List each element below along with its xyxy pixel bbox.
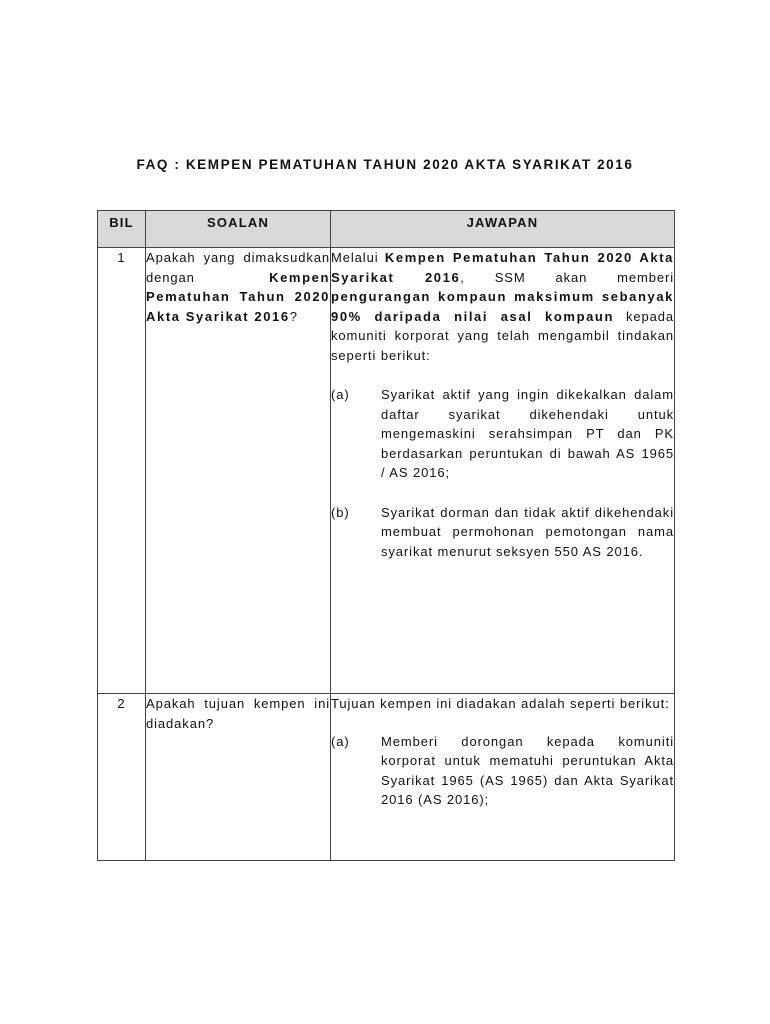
table-row	[98, 694, 675, 861]
list-item	[331, 732, 674, 810]
question-end: ?	[289, 308, 298, 324]
list-item	[331, 503, 674, 562]
list-item	[331, 385, 674, 483]
question-cell	[146, 248, 331, 694]
table-header-row	[98, 211, 675, 248]
question-cell	[146, 694, 331, 861]
item-text: Syarikat aktif yang ingin dikekalkan dalam daftar syarikat dikehendaki untuk mengemaskini serahsimpan PT dan PK berdasarkan peruntukan di bawah AS 1965 / AS 2016;	[381, 387, 674, 480]
header-soalan: SOALAN	[146, 211, 331, 248]
item-text: Memberi dorongan kepada komuniti korporat untuk mematuhi peruntukan Akta Syarikat 1965 (AS 1965) dan Akta Syarikat 2016 (AS 2016);	[381, 733, 674, 807]
answer-text: , SSM akan memberi	[460, 269, 674, 285]
question-text: Apakah tujuan kempen ini diadakan?	[146, 696, 330, 731]
document-title: FAQ : KEMPEN PEMATUHAN TAHUN 2020 AKTA SYARIKAT 2016	[136, 157, 634, 172]
header-bil: BIL	[98, 211, 146, 248]
header-jawapan: JAWAPAN	[331, 211, 675, 248]
answer-cell	[331, 694, 675, 861]
answer-bold-text: Kempen Pematuhan Tahun 2020 Akta Syarikat 2016	[331, 250, 675, 285]
row-number: 1	[98, 248, 146, 694]
item-label: (a)	[331, 733, 350, 749]
answer-bold-text: pengurangan kompaun maksimum sebanyak 90% daripada nilai asal kompaun	[331, 289, 674, 324]
question-text: Apakah yang dimaksudkan dengan	[146, 250, 330, 285]
question-bold-text: Kempen Pematuhan Tahun 2020 Akta Syarikat 2016	[146, 269, 330, 324]
answer-cell	[331, 248, 675, 694]
faq-table	[97, 210, 675, 861]
answer-intro	[331, 248, 674, 365]
answer-intro: Tujuan kempen ini diadakan adalah seperti berikut:	[331, 696, 670, 711]
table-row	[98, 248, 675, 694]
row-number: 2	[98, 694, 146, 861]
item-label: (b)	[331, 504, 350, 520]
answer-text: Melalui	[331, 250, 385, 265]
item-text: Syarikat dorman dan tidak aktif dikehendaki membuat permohonan pemotongan nama syarikat menurut seksyen 550 AS 2016.	[381, 504, 674, 559]
item-label: (a)	[331, 387, 350, 402]
answer-text: kepada komuniti korporat yang telah mengambil tindakan seperti berikut:	[331, 308, 674, 363]
